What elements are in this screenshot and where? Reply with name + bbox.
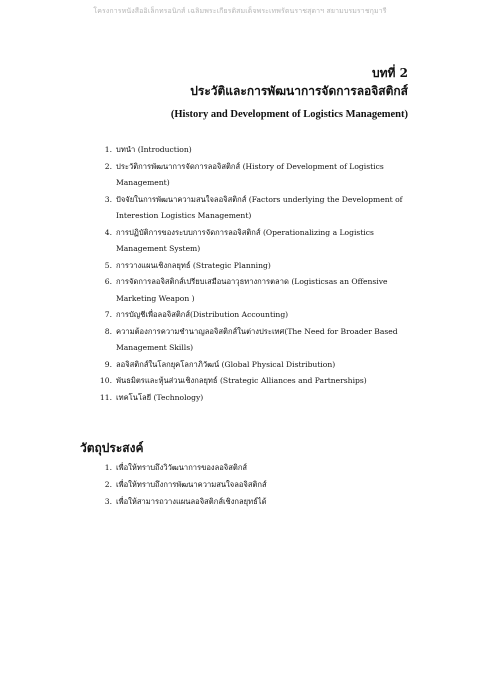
list-item [96,258,416,275]
item-number: 1. [104,145,112,154]
item-text: ประวัติการพัฒนาการจัดการลอจิสติกส์ (History of Development of Logistics Management) [116,161,384,187]
item-number: 3. [104,194,112,204]
item-text: เพื่อให้ทราบถึงวิวัฒนาการของลอจิสติกส์ [116,463,248,472]
objectives-heading: วัตถุประสงค์ [80,441,144,455]
item-text: เทคโนโลยี (Technology) [116,392,204,402]
item-number: 11. [99,392,112,402]
item-text: พันธมิตรและหุ้นส่วนเชิงกลยุทธ์ (Strategic Alliances and Partnerships) [116,376,367,385]
item-number: 10. [99,376,112,385]
list-item [96,357,416,374]
item-text: การวางแผนเชิงกลยุทธ์ (Strategic Planning) [116,260,271,270]
topic-list [96,142,416,406]
list-item [96,225,416,258]
list-item [96,159,416,192]
item-text: เพื่อให้สามารถวางแผนลอจิสติกส์เชิงกลยุทธ์ได้ [116,497,267,506]
list-item [96,373,416,390]
item-number: 5. [104,260,112,270]
item-number: 6. [104,277,112,286]
list-item [96,307,416,324]
list-item [96,142,416,159]
item-text: ลอจิสติกส์ในโลกยุคโลกาภิวัฒน์ (Global Physical Distribution) [116,359,336,369]
item-number: 7. [104,310,112,319]
list-item [96,476,416,493]
list-item [96,390,416,407]
list-item [96,493,416,510]
item-number: 9. [104,359,112,369]
list-item [96,192,416,225]
item-text: ปัจจัยในการพัฒนาความสนใจลอจิสติกส์ (Factors underlying the Development of Interestion Logistics Management) [116,194,403,220]
item-number: 4. [104,227,112,237]
list-item [96,324,416,357]
item-number: 1. [104,463,112,472]
chapter-title-thai: ประวัติและการพัฒนาการจัดการลอจิสติกส์ [190,84,408,98]
list-item [96,459,416,476]
chapter-title-english: (History and Development of Logistics Management) [170,109,408,120]
item-text: การจัดการลอจิสติกส์เปรียบเสมือนอาวุธทางการตลาด (Logisticsas an Offensive Marketing Weapon ) [116,277,388,303]
item-number: 2. [104,161,112,171]
watermark-text: โครงการหนังสืออิเล็กทรอนิกส์ เฉลิมพระเกียรติสมเด็จพระเทพรัตนราชสุดาฯ สยามบรมราชกุมารี [93,7,387,15]
item-text: บทนำ (Introduction) [116,145,192,154]
item-text: เพื่อให้ทราบถึงการพัฒนาความสนใจลอจิสติกส์ [116,480,267,489]
objectives-list [96,459,416,510]
item-number: 2. [104,480,112,489]
list-item [96,274,416,307]
item-text: ความต้องการความชำนาญลอจิสติกส์ในต่างประเทศ(The Need for Broader Based Management Skills) [116,326,398,352]
item-text: การปฏิบัติการของระบบการจัดการลอจิสติกส์ (Operationalizing a Logistics Management System) [116,227,374,253]
item-text: การบัญชีเพื่อลอจิสติกส์(Distribution Accounting) [116,310,289,319]
item-number: 3. [104,497,112,506]
chapter-number: บทที่ 2 [372,66,408,80]
item-number: 8. [104,326,112,336]
